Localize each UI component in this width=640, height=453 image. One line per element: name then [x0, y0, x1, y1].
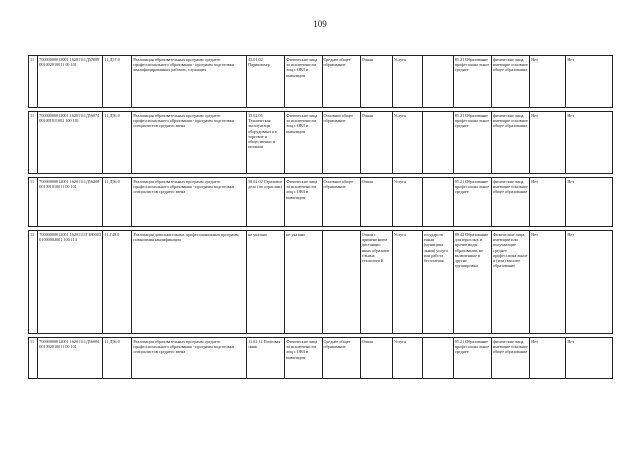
service-name-cell: Реализация дополнительных профессиональных программ повышения квалификации [132, 231, 247, 334]
table-row [29, 112, 613, 174]
row-index-cell: 11 [29, 338, 38, 379]
education-level-cell: Среднее общее образование [322, 338, 360, 379]
category-cell: Физические лица за исключени ем лиц с ОВЗ и инвалидов [285, 178, 322, 227]
flag-cell-2: Нет [566, 112, 613, 174]
paid-status-cell [422, 338, 453, 379]
flag-cell-2: Нет [566, 56, 613, 108]
flag-cell-2: Нет [566, 231, 613, 334]
service-code-cell: 11.Д56.0 [103, 112, 132, 174]
category-cell: Физические лица за исключени ем лиц с ОВЗ и инвалидов [285, 56, 322, 108]
type-cell: Услуга [392, 178, 422, 227]
registry-code-cell: 70000000012001 16201111Д57089 001002010011 00 101 [38, 56, 103, 108]
specialty-cell: 38.02.02 Страховое дело (по отраслям) [247, 178, 285, 227]
row-index-cell: 11 [29, 56, 38, 108]
specialty-cell: 15.02.05 Техническая эксплуатаци оборудовани я в торговле и общественно м питании [247, 112, 285, 174]
registry-code-cell: 70000000012001 16201111Д56004 001002010011 00 101 [38, 338, 103, 379]
category-cell: не указано [285, 231, 322, 334]
consumers-cell: физические лица, имеющие основное общее образование [491, 112, 529, 174]
okved-cell: 85.21 Образование профессиона льное среднее [453, 178, 491, 227]
service-code-cell: 11.Д56.0 [103, 338, 132, 379]
okved-cell: 85.21 Образование профессиона льное среднее [453, 112, 491, 174]
specialty-cell: не указано [247, 231, 285, 334]
form-cell: Очная [360, 338, 392, 379]
table-row [29, 338, 613, 379]
form-cell: Очная с примене нием дистанцио нных образоват ельных технологи й [360, 231, 392, 334]
flag-cell-1: Нет [530, 178, 566, 227]
specialty-cell: 43.01.02 Парикмахер [247, 56, 285, 108]
consumers-cell: Физические лица, имеющие или получающие среднее профессиона льное и (или) высшее образование [491, 231, 529, 334]
service-code-cell: 11.Г48.0 [103, 231, 132, 334]
flag-cell-2: Нет [566, 178, 613, 227]
flag-cell-1: Нет [530, 112, 566, 174]
form-cell: Очная [360, 112, 392, 174]
service-code-cell: 11.Д57.0 [103, 56, 132, 108]
consumers-cell: физические лица, имеющие основное общее образование [491, 56, 529, 108]
category-cell: Физические лица за исключени ем лиц с ОВЗ и инвалидов [285, 112, 322, 174]
service-name-cell: Реализация образовательных программ среднего профессионального образования - программ подготовки специалистов среднего звена [132, 112, 247, 174]
paid-status-cell [422, 56, 453, 108]
table-row [29, 231, 613, 334]
paid-status-cell [422, 178, 453, 227]
service-name-cell: Реализация образовательных программ среднего профессионального образования - программ подготовки квалифицированных рабочих, служащих [132, 56, 247, 108]
consumers-cell: физические лица, имеющие основное общее образование [491, 178, 529, 227]
row-index-cell: 11 [29, 112, 38, 174]
service-code-cell: 11.Д56.0 [103, 178, 132, 227]
row-index-cell: 11 [29, 178, 38, 227]
specialty-cell: 11.02.12 Почтовая связь [247, 338, 285, 379]
okved-cell: 85.21 Образование профессиона льное среднее [453, 56, 491, 108]
type-cell: Услуга [392, 231, 422, 334]
category-cell: Физические лица за исключени ем лиц с ОВЗ и инвалидов [285, 338, 322, 379]
registry-table [28, 55, 613, 379]
service-name-cell: Реализация образовательных программ среднего профессионального образования - программ подготовки специалистов среднего звена [132, 338, 247, 379]
registry-code-cell: 70000000012001 16201111Г480003 01000002001 100 114 [38, 231, 103, 334]
table-row [29, 178, 613, 227]
type-cell: Услуга [392, 338, 422, 379]
flag-cell-1: Нет [530, 231, 566, 334]
paid-status-cell [422, 112, 453, 174]
education-level-cell: Основное общее образование [322, 112, 360, 174]
row-index-cell: 11 [29, 231, 38, 334]
page-number: 109 [313, 19, 327, 29]
registry-code-cell: 70000000012001 16201111Д56208 001001010011 00 101 [38, 178, 103, 227]
education-level-cell: Основное общее образование [322, 178, 360, 227]
education-level-cell: Среднее общее образование [322, 56, 360, 108]
service-name-cell: Реализация образовательных программ среднего профессионального образования - программ подготовки специалистов среднего звена [132, 178, 247, 227]
okved-cell: 85.21 Образование профессиона льное среднее [453, 338, 491, 379]
paid-status-cell: государств енная (муниципа льная) услуга или работа бесплатная [422, 231, 453, 334]
flag-cell-1: Нет [530, 338, 566, 379]
education-level-cell [322, 231, 360, 334]
flag-cell-2: Нет [566, 338, 613, 379]
form-cell: Очная [360, 56, 392, 108]
consumers-cell: физические лица, имеющие основное общее образование [491, 338, 529, 379]
form-cell: Очная [360, 178, 392, 227]
type-cell: Услуга [392, 56, 422, 108]
type-cell: Услуга [392, 112, 422, 174]
registry-code-cell: 70000000012001 16201111Д56074 001001011002 100 101 [38, 112, 103, 174]
okved-cell: 80.42 Образование для взрослых и прочие виды образования, не включенные в другие группировки [453, 231, 491, 334]
flag-cell-1: Нет [530, 56, 566, 108]
table-row [29, 56, 613, 108]
